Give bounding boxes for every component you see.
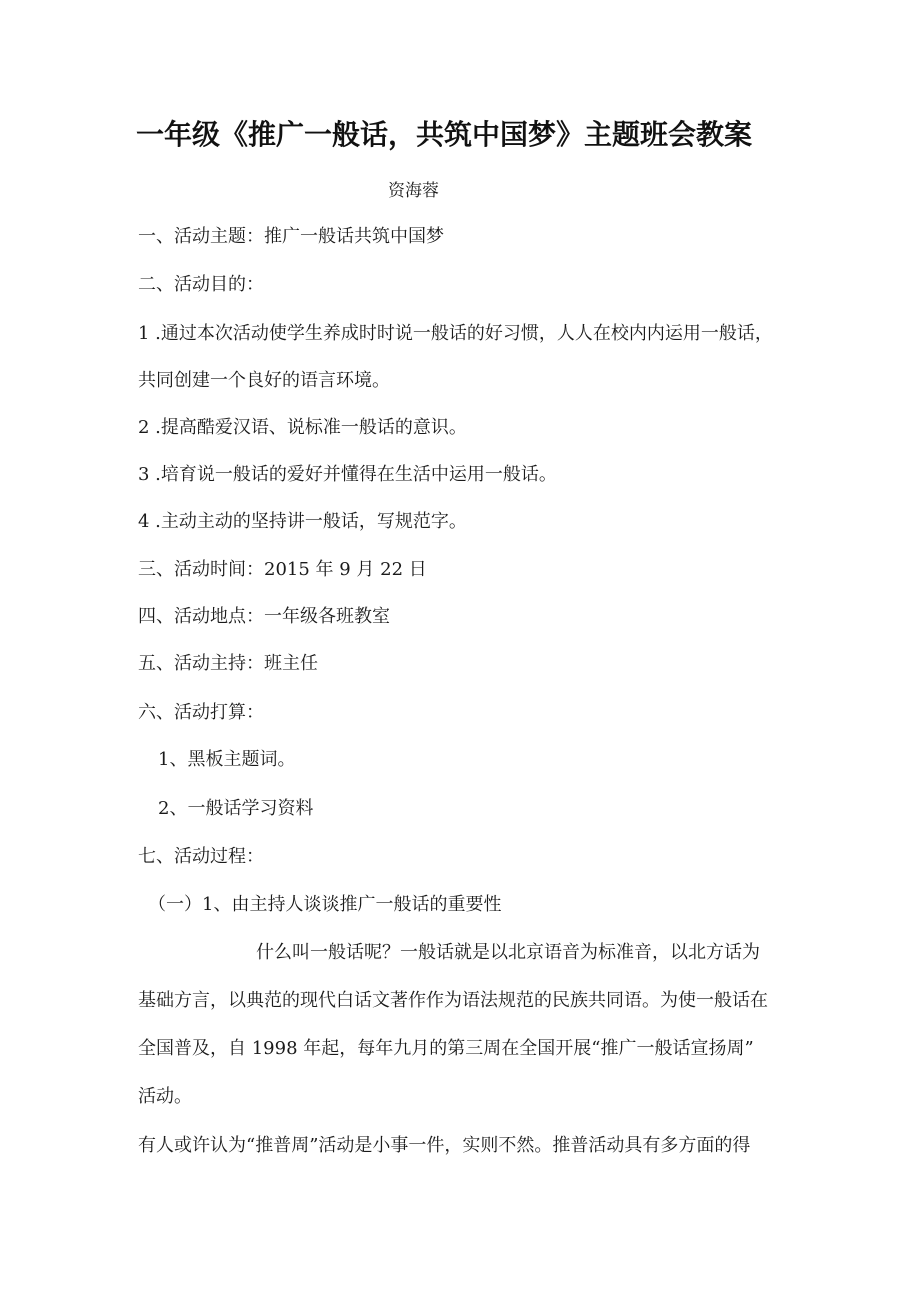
purpose-item-2: 2 .提高酷爱汉语、说标准一般话的意识。 — [138, 417, 467, 438]
process-step-1: （一）1、由主持人谈谈推广一般话的重要性 — [148, 894, 502, 915]
section-preparation-heading: 六、活动打算： — [138, 702, 264, 723]
section-process-heading: 七、活动过程： — [138, 846, 264, 867]
purpose-item-3: 3 .培育说一般话的爱好并懂得在生活中运用一般话。 — [138, 464, 557, 485]
paragraph-line-4: 活动。 — [138, 1086, 192, 1107]
purpose-item-4: 4 .主动主动的坚持讲一般话，写规范字。 — [138, 511, 467, 532]
section-theme: 一、活动主题：推广一般话共筑中国梦 — [138, 226, 444, 247]
preparation-item-1: 1、黑板主题词。 — [158, 749, 296, 770]
paragraph-line-5: 有人或许认为“推普周”活动是小事一件，实则不然。推普活动具有多方面的得 — [138, 1135, 751, 1156]
paragraph-line-2: 基础方言，以典范的现代白话文著作作为语法规范的民族共同语。为使一般话在 — [138, 990, 768, 1011]
section-host: 五、活动主持：班主任 — [138, 653, 318, 674]
document-author: 资海蓉 — [388, 181, 439, 201]
section-time: 三、活动时间：2015 年 9 月 22 日 — [138, 559, 427, 580]
section-location: 四、活动地点：一年级各班教室 — [138, 606, 390, 627]
section-purpose-heading: 二、活动目的： — [138, 274, 264, 295]
paragraph-line-3: 全国普及，自 1998 年起，每年九月的第三周在全国开展“推广一般话宣扬周” — [138, 1038, 754, 1059]
purpose-item-1-cont: 共同创建一个良好的语言环境。 — [138, 370, 390, 391]
purpose-item-1: 1 .通过本次活动使学生养成时时说一般话的好习惯，人人在校内内运用一般话， — [138, 323, 773, 344]
paragraph-line-1: 什么叫一般话呢？一般话就是以北京语音为标准音，以北方话为 — [256, 942, 760, 963]
preparation-item-2: 2、一般话学习资料 — [158, 798, 314, 819]
document-title: 一年级《推广一般话，共筑中国梦》主题班会教案 — [136, 118, 753, 151]
